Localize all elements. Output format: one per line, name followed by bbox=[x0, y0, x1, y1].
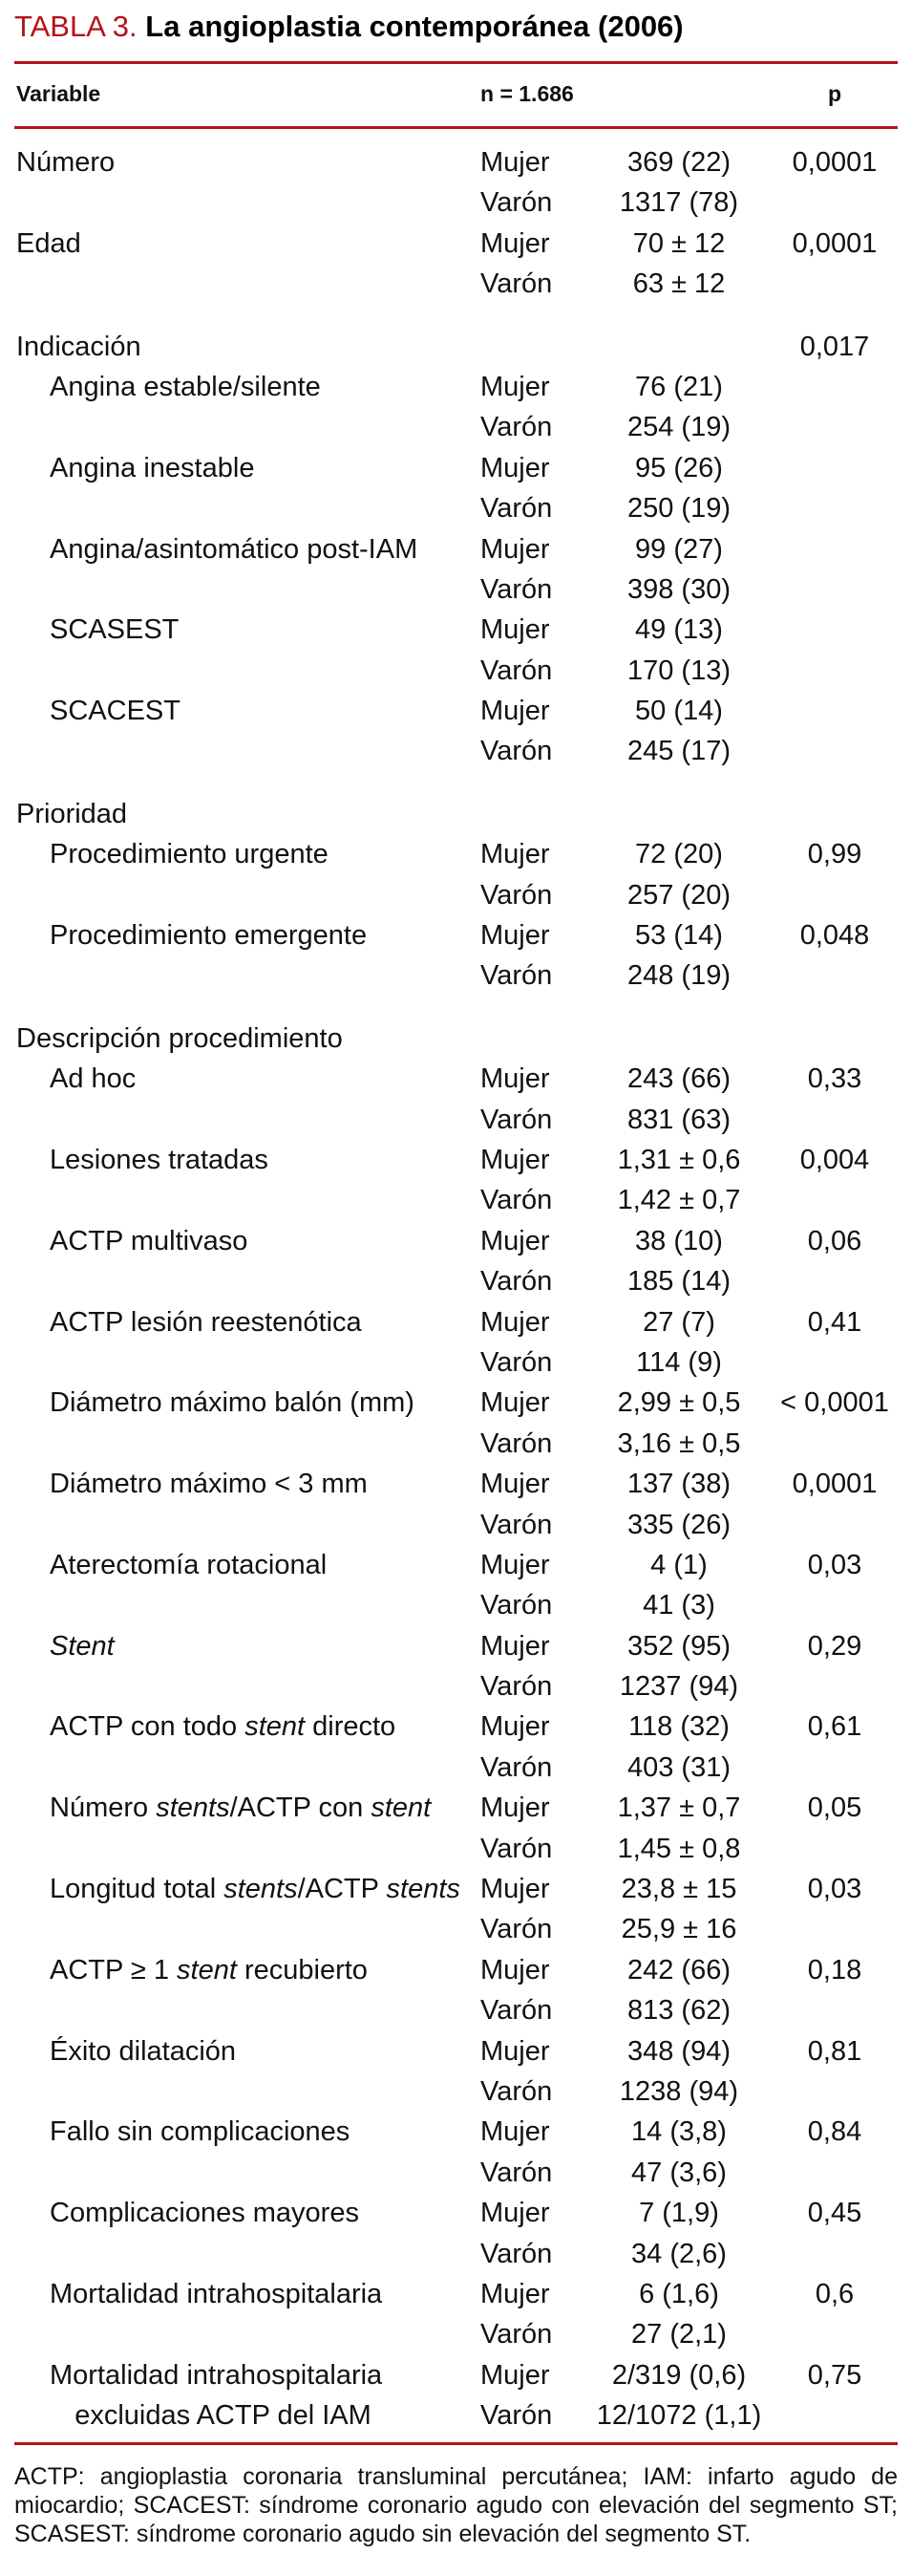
sex-label: Varón bbox=[480, 573, 553, 605]
table-number: TABLA 3. bbox=[14, 10, 138, 43]
sex-label: Varón bbox=[480, 187, 553, 219]
label-text: Ad hoc bbox=[50, 1063, 137, 1095]
cell-value: 257 (20) bbox=[626, 879, 731, 911]
italic-term: stents bbox=[156, 1792, 230, 1824]
table-row bbox=[0, 182, 912, 223]
p-value: 0,017 bbox=[799, 331, 870, 362]
table-row bbox=[0, 1221, 912, 1261]
table-footnote: ACTP: angioplastia coronaria transluminal percutánea; IAM: infarto agudo de miocardio; SCACEST: síndrome coronario agudo con elevación del segmento ST; SCASEST: síndrome coronario agudo sin elevación del segmento ST. bbox=[14, 2463, 898, 2547]
label-text: ACTP ≥ 1 bbox=[50, 1954, 178, 1986]
cell-value: 1,37 ± 0,7 bbox=[617, 1792, 741, 1824]
label-text: ACTP con todo bbox=[50, 1711, 245, 1743]
cell-value: 99 (27) bbox=[635, 533, 723, 565]
cell-value: 23,8 ± 15 bbox=[621, 1874, 737, 1905]
p-value: 0,05 bbox=[807, 1792, 862, 1824]
sex-label: Mujer bbox=[480, 2359, 550, 2391]
table-row bbox=[0, 264, 912, 304]
sex-label: Mujer bbox=[480, 839, 550, 870]
variable-label bbox=[50, 691, 180, 731]
cell-value: 831 (63) bbox=[626, 1104, 731, 1135]
label-text: Complicaciones mayores bbox=[50, 2198, 359, 2229]
p-value: 0,06 bbox=[807, 1225, 862, 1256]
table-row bbox=[0, 224, 912, 264]
sex-label: Varón bbox=[480, 412, 553, 443]
sex-label: Varón bbox=[480, 1266, 553, 1298]
p-value: 0,03 bbox=[807, 1874, 862, 1905]
label-text: Número bbox=[16, 147, 116, 178]
sex-label: Mujer bbox=[480, 1874, 550, 1905]
p-value: 0,004 bbox=[799, 1144, 870, 1175]
sex-label: Varón bbox=[480, 2238, 553, 2269]
sex-label: Mujer bbox=[480, 2278, 550, 2309]
cell-value: 403 (31) bbox=[626, 1751, 731, 1783]
table-row bbox=[0, 1829, 912, 1869]
table-row bbox=[0, 2153, 912, 2193]
sex-label: Mujer bbox=[480, 1387, 550, 1419]
table-section bbox=[0, 794, 912, 997]
column-header-p: p bbox=[827, 81, 842, 106]
top-rule bbox=[14, 61, 898, 64]
table-row bbox=[0, 1950, 912, 1990]
italic-term: stents bbox=[223, 1874, 298, 1905]
label-text: Longitud total bbox=[50, 1874, 224, 1905]
section-heading-row bbox=[0, 1019, 912, 1059]
sex-label: Mujer bbox=[480, 614, 550, 646]
cell-value: 813 (62) bbox=[626, 1995, 731, 2027]
label-text: Lesiones tratadas bbox=[50, 1144, 268, 1175]
sex-label: Mujer bbox=[480, 696, 550, 727]
cell-value: 50 (14) bbox=[635, 696, 723, 727]
p-value: 0,048 bbox=[799, 920, 870, 952]
variable-label bbox=[50, 367, 321, 407]
cell-value: 118 (32) bbox=[628, 1711, 730, 1743]
variable-label bbox=[50, 2112, 350, 2152]
p-value: 0,0001 bbox=[792, 227, 878, 259]
variable-label bbox=[50, 1221, 247, 1261]
section-heading: Prioridad bbox=[16, 798, 128, 829]
label-text: Angina estable/silente bbox=[50, 371, 321, 402]
table-row bbox=[0, 488, 912, 528]
label-text: Aterectomía rotacional bbox=[50, 1549, 328, 1580]
label-text: ACTP lesión reestenótica bbox=[50, 1306, 362, 1338]
p-value: 0,81 bbox=[807, 2035, 862, 2067]
label-text: Diámetro máximo < 3 mm bbox=[50, 1469, 368, 1500]
cell-value: 348 (94) bbox=[626, 2035, 731, 2067]
cell-value: 369 (22) bbox=[626, 147, 731, 178]
label-text: recubierto bbox=[236, 1954, 368, 1986]
cell-value: 137 (38) bbox=[626, 1469, 731, 1500]
table-row bbox=[0, 1059, 912, 1099]
cell-value: 34 (2,6) bbox=[631, 2238, 727, 2269]
table-row bbox=[0, 1707, 912, 1747]
variable-label bbox=[50, 1626, 115, 1666]
cell-value: 27 (7) bbox=[643, 1306, 715, 1338]
cell-value: 170 (13) bbox=[626, 655, 731, 686]
sex-label: Mujer bbox=[480, 227, 550, 259]
cell-value: 76 (21) bbox=[635, 371, 723, 402]
table-row bbox=[0, 1180, 912, 1220]
sex-label: Varón bbox=[480, 1671, 553, 1703]
variable-label bbox=[50, 610, 179, 650]
cell-value: 6 (1,6) bbox=[639, 2278, 719, 2309]
sex-label: Mujer bbox=[480, 452, 550, 483]
sex-label: Mujer bbox=[480, 1469, 550, 1500]
table-body bbox=[0, 142, 912, 2436]
label-text: Éxito dilatación bbox=[50, 2035, 237, 2067]
table-row bbox=[0, 2234, 912, 2274]
label-text: Procedimiento urgente bbox=[50, 839, 329, 870]
header-rule bbox=[14, 126, 898, 129]
table-row bbox=[0, 1585, 912, 1625]
p-value: 0,33 bbox=[807, 1063, 862, 1095]
table-row bbox=[0, 1626, 912, 1666]
variable-label bbox=[50, 2274, 382, 2314]
cell-value: 245 (17) bbox=[626, 736, 731, 767]
italic-term: stent bbox=[177, 1954, 237, 1986]
variable-label bbox=[50, 2193, 359, 2233]
sex-label: Varón bbox=[480, 736, 553, 767]
sex-label: Mujer bbox=[480, 1630, 550, 1662]
sex-label: Mujer bbox=[480, 1306, 550, 1338]
table-row bbox=[0, 407, 912, 447]
table-section bbox=[0, 142, 912, 305]
sex-label: Varón bbox=[480, 1590, 553, 1621]
cell-value: 27 (2,1) bbox=[631, 2319, 727, 2351]
p-value: 0,41 bbox=[807, 1306, 862, 1338]
cell-value: 70 ± 12 bbox=[632, 227, 726, 259]
p-value: 0,6 bbox=[815, 2278, 855, 2309]
sex-label: Varón bbox=[480, 960, 553, 992]
table-row bbox=[0, 2031, 912, 2072]
column-header-n: n = 1.686 bbox=[480, 81, 574, 106]
table-row bbox=[0, 1302, 912, 1342]
cell-value: 114 (9) bbox=[636, 1346, 722, 1378]
table-row bbox=[0, 915, 912, 955]
sex-label: Varón bbox=[480, 493, 553, 525]
variable-label bbox=[50, 915, 367, 955]
variable-label bbox=[50, 1788, 431, 1828]
sex-label: Mujer bbox=[480, 1144, 550, 1175]
label-text: /ACTP con bbox=[229, 1792, 371, 1824]
p-value: 0,61 bbox=[807, 1711, 862, 1743]
variable-label bbox=[16, 224, 81, 264]
label-text: ACTP multivaso bbox=[50, 1225, 248, 1256]
cell-value: 1,42 ± 0,7 bbox=[617, 1185, 741, 1216]
p-value: 0,03 bbox=[807, 1549, 862, 1580]
label-text: Procedimiento emergente bbox=[50, 920, 368, 952]
table-row bbox=[0, 1505, 912, 1545]
table-row bbox=[0, 2112, 912, 2152]
cell-value: 1317 (78) bbox=[619, 187, 739, 219]
cell-value: 1238 (94) bbox=[619, 2075, 739, 2107]
table-section bbox=[0, 1019, 912, 2436]
table-row bbox=[0, 875, 912, 915]
cell-value: 335 (26) bbox=[626, 1509, 731, 1540]
cell-value: 250 (19) bbox=[626, 493, 731, 525]
cell-value: 7 (1,9) bbox=[639, 2198, 719, 2229]
table-row bbox=[0, 2314, 912, 2354]
variable-label bbox=[50, 1869, 460, 1909]
sex-label: Mujer bbox=[480, 2198, 550, 2229]
variable-label bbox=[50, 2355, 382, 2395]
cell-value: 63 ± 12 bbox=[632, 268, 726, 300]
cell-value: 2/319 (0,6) bbox=[611, 2359, 747, 2391]
sex-label: Varón bbox=[480, 1185, 553, 1216]
cell-value: 1,31 ± 0,6 bbox=[617, 1144, 741, 1175]
sex-label: Varón bbox=[480, 1428, 553, 1459]
cell-value: 95 (26) bbox=[635, 452, 723, 483]
cell-value: 254 (19) bbox=[626, 412, 731, 443]
p-value: 0,75 bbox=[807, 2359, 862, 2391]
sex-label: Varón bbox=[480, 2319, 553, 2351]
bottom-rule bbox=[14, 2442, 898, 2445]
table-row bbox=[0, 1140, 912, 1180]
p-value: 0,0001 bbox=[792, 1469, 878, 1500]
table-row bbox=[0, 367, 912, 407]
table-row bbox=[0, 2193, 912, 2233]
variable-label bbox=[50, 1464, 368, 1504]
table-row bbox=[0, 1100, 912, 1140]
variable-label bbox=[50, 1059, 136, 1099]
italic-term: Stent bbox=[50, 1630, 115, 1662]
table-row bbox=[0, 1545, 912, 1585]
sex-label: Varón bbox=[480, 1104, 553, 1135]
variable-label bbox=[50, 1707, 395, 1747]
label-text: Angina inestable bbox=[50, 452, 255, 483]
variable-label bbox=[50, 2031, 236, 2072]
cell-value: 248 (19) bbox=[626, 960, 731, 992]
cell-value: 243 (66) bbox=[626, 1063, 731, 1095]
table-row bbox=[0, 2395, 912, 2436]
table-row bbox=[0, 2355, 912, 2395]
cell-value: 72 (20) bbox=[635, 839, 723, 870]
sex-label: Mujer bbox=[480, 1549, 550, 1580]
table-row bbox=[0, 955, 912, 996]
section-heading-row bbox=[0, 794, 912, 834]
label-text: Mortalidad intrahospitalaria bbox=[50, 2278, 383, 2309]
p-value: 0,29 bbox=[807, 1630, 862, 1662]
cell-value: 25,9 ± 16 bbox=[621, 1914, 737, 1945]
cell-value: 41 (3) bbox=[643, 1590, 715, 1621]
variable-label bbox=[16, 142, 115, 182]
table-row bbox=[0, 1342, 912, 1383]
label-text: SCASEST bbox=[50, 614, 180, 646]
label-text: Angina/asintomático post-IAM bbox=[50, 533, 418, 565]
table-row bbox=[0, 834, 912, 874]
variable-label bbox=[50, 1950, 368, 1990]
table-row bbox=[0, 1990, 912, 2030]
sex-label: Varón bbox=[480, 1751, 553, 1783]
cell-value: 3,16 ± 0,5 bbox=[617, 1428, 741, 1459]
table-row bbox=[0, 1464, 912, 1504]
p-value: 0,99 bbox=[807, 839, 862, 870]
cell-value: 4 (1) bbox=[650, 1549, 708, 1580]
sex-label: Varón bbox=[480, 1995, 553, 2027]
table-row bbox=[0, 569, 912, 610]
sex-label: Mujer bbox=[480, 920, 550, 952]
p-value: 0,45 bbox=[807, 2198, 862, 2229]
cell-value: 47 (3,6) bbox=[631, 2157, 727, 2188]
label-text: Edad bbox=[16, 227, 81, 259]
table-row bbox=[0, 142, 912, 182]
p-value: 0,18 bbox=[807, 1954, 862, 1986]
sex-label: Varón bbox=[480, 2157, 553, 2188]
sex-label: Varón bbox=[480, 1833, 553, 1864]
table-section bbox=[0, 327, 912, 772]
table-row bbox=[0, 610, 912, 650]
table-row bbox=[0, 731, 912, 771]
cell-value: 398 (30) bbox=[626, 573, 731, 605]
table-row bbox=[0, 1666, 912, 1707]
sex-label: Varón bbox=[480, 2400, 553, 2432]
label-text: Diámetro máximo balón (mm) bbox=[50, 1387, 414, 1419]
variable-label bbox=[50, 448, 254, 488]
section-heading-row bbox=[0, 327, 912, 367]
sex-label: Mujer bbox=[480, 1711, 550, 1743]
section-heading: Descripción procedimiento bbox=[16, 1022, 343, 1054]
cell-value: 242 (66) bbox=[626, 1954, 731, 1986]
p-value: 0,84 bbox=[807, 2116, 862, 2148]
p-value: < 0,0001 bbox=[780, 1387, 889, 1419]
italic-term: stent bbox=[244, 1711, 306, 1743]
sex-label: Varón bbox=[480, 879, 553, 911]
table-row bbox=[0, 1748, 912, 1788]
sex-label: Varón bbox=[480, 1346, 553, 1378]
variable-label bbox=[50, 1302, 362, 1342]
variable-label-continuation: excluidas ACTP del IAM bbox=[74, 2400, 371, 2432]
label-text: Mortalidad intrahospitalaria bbox=[50, 2359, 383, 2391]
label-text: /ACTP bbox=[297, 1874, 387, 1905]
table-row bbox=[0, 1909, 912, 1949]
column-header-variable: Variable bbox=[16, 81, 101, 106]
sex-label: Varón bbox=[480, 655, 553, 686]
table-row bbox=[0, 2072, 912, 2112]
table-row bbox=[0, 448, 912, 488]
cell-value: 2,99 ± 0,5 bbox=[617, 1387, 741, 1419]
cell-value: 1237 (94) bbox=[619, 1671, 739, 1703]
sex-label: Mujer bbox=[480, 1954, 550, 1986]
cell-value: 38 (10) bbox=[635, 1225, 723, 1256]
italic-term: stents bbox=[386, 1874, 460, 1905]
cell-value: 14 (3,8) bbox=[631, 2116, 727, 2148]
table-row bbox=[0, 691, 912, 731]
table-row bbox=[0, 529, 912, 569]
table-row bbox=[0, 2274, 912, 2314]
cell-value: 352 (95) bbox=[626, 1630, 731, 1662]
sex-label: Mujer bbox=[480, 1063, 550, 1095]
variable-label bbox=[50, 1545, 327, 1585]
sex-label: Mujer bbox=[480, 147, 550, 178]
sex-label: Mujer bbox=[480, 1792, 550, 1824]
sex-label: Varón bbox=[480, 1914, 553, 1945]
table-row bbox=[0, 1788, 912, 1828]
sex-label: Mujer bbox=[480, 1225, 550, 1256]
cell-value: 1,45 ± 0,8 bbox=[617, 1833, 741, 1864]
italic-term: stent bbox=[371, 1792, 432, 1824]
variable-label bbox=[50, 834, 329, 874]
table-row bbox=[0, 1261, 912, 1301]
label-text: Número bbox=[50, 1792, 157, 1824]
table-row bbox=[0, 1424, 912, 1464]
cell-value: 185 (14) bbox=[626, 1266, 731, 1298]
sex-label: Mujer bbox=[480, 2116, 550, 2148]
sex-label: Mujer bbox=[480, 533, 550, 565]
sex-label: Varón bbox=[480, 2075, 553, 2107]
sex-label: Varón bbox=[480, 268, 553, 300]
variable-label bbox=[50, 1140, 268, 1180]
sex-label: Mujer bbox=[480, 2035, 550, 2067]
p-value: 0,0001 bbox=[792, 147, 878, 178]
label-text: directo bbox=[305, 1711, 396, 1743]
sex-label: Mujer bbox=[480, 371, 550, 402]
table-row bbox=[0, 651, 912, 691]
sex-label: Varón bbox=[480, 1509, 553, 1540]
variable-label bbox=[50, 529, 417, 569]
cell-value: 53 (14) bbox=[635, 920, 723, 952]
label-text: SCACEST bbox=[50, 696, 180, 727]
table-title bbox=[14, 8, 684, 46]
table-row bbox=[0, 1383, 912, 1423]
table-row bbox=[0, 1869, 912, 1909]
cell-value: 49 (13) bbox=[635, 614, 723, 646]
cell-value: 12/1072 (1,1) bbox=[596, 2400, 762, 2432]
table-caption: La angioplastia contemporánea (2006) bbox=[145, 10, 684, 43]
section-heading: Indicación bbox=[16, 331, 141, 362]
variable-label bbox=[50, 1383, 414, 1423]
label-text: Fallo sin complicaciones bbox=[50, 2116, 350, 2148]
